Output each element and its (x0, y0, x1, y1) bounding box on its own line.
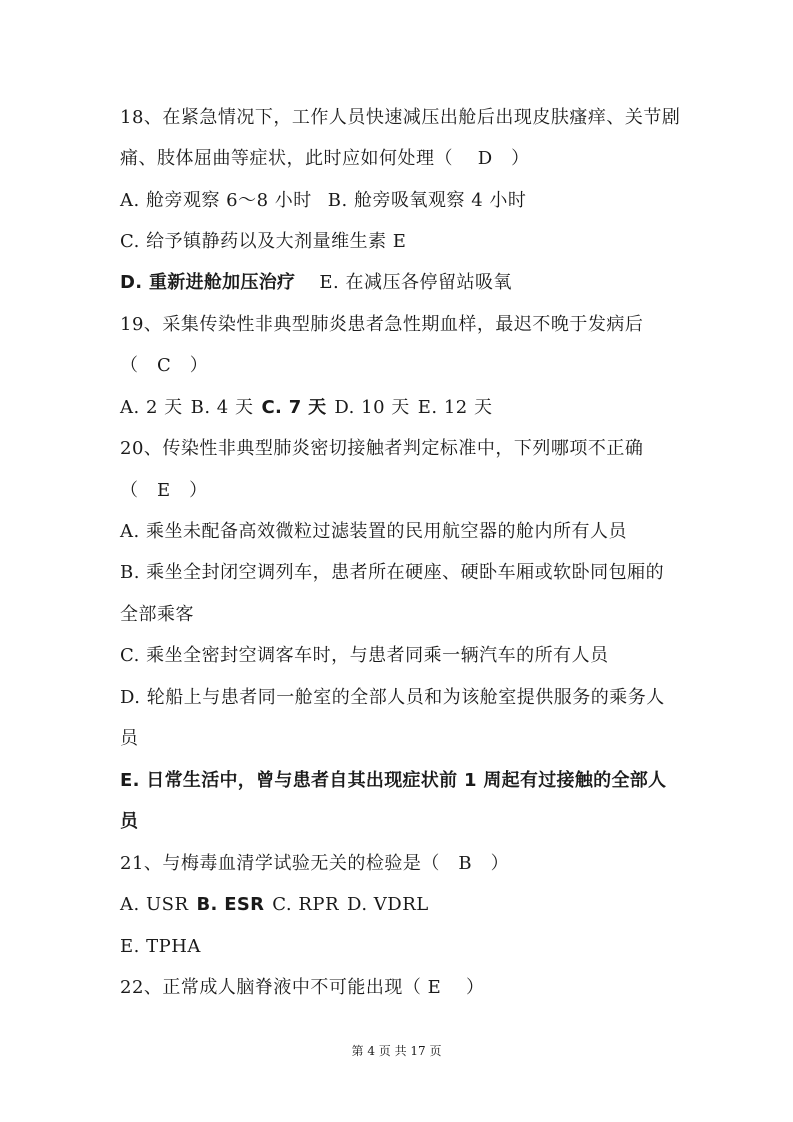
q18-stem-line1: 18、在紧急情况下，工作人员快速减压出舱后出现皮肤瘙痒、关节剧 (120, 107, 681, 128)
q22-stem: 22、正常成人脑脊液中不可能出现（ E ） (120, 977, 485, 998)
q21-option-c: C. RPR (272, 894, 340, 915)
q20-option-a: A. 乘坐未配备高效微粒过滤装置的民用航空器的舱内所有人员 (120, 521, 627, 542)
q21-option-e: E. TPHA (120, 936, 201, 957)
q18-option-d-answer: D. 重新进舱加压治疗 (120, 272, 296, 293)
q20-option-b-line1: B. 乘坐全封闭空调列车，患者所在硬座、硬卧车厢或软卧同包厢的 (120, 562, 665, 583)
q21-option-a: A. USR (120, 894, 189, 915)
q18-option-a: A. 舱旁观察 6～8 小时 (120, 190, 312, 211)
q19-options (120, 396, 680, 420)
q20-option-e-answer-line1: E. 日常生活中，曾与患者自其出现症状前 1 周起有过接触的全部人 (120, 770, 667, 791)
q20-option-b-line2: 全部乘客 (120, 604, 194, 625)
q19-stem-line2: （ C ） (120, 355, 209, 376)
q20-stem-line2: （ E ） (120, 480, 208, 501)
q19-option-b: B. 4 天 (190, 397, 254, 418)
q21-options (120, 893, 680, 917)
q18-options-de (120, 271, 680, 295)
q21-option-b-answer: B. ESR (196, 894, 265, 915)
q19-option-d: D. 10 天 (334, 397, 410, 418)
q19-option-a: A. 2 天 (120, 397, 183, 418)
q18-option-e: E. 在减压各停留站吸氧 (319, 272, 512, 293)
q18-option-b: B. 舱旁吸氧观察 4 小时 (327, 190, 527, 211)
q19-option-e: E. 12 天 (417, 397, 493, 418)
q20-option-e-answer-line2: 员 (120, 811, 139, 832)
q18-option-c: C. 给予镇静药以及大剂量维生素 E (120, 231, 407, 252)
q20-option-d-line2: 员 (120, 728, 139, 749)
q18-stem-line2: 痛、肢体屈曲等症状，此时应如何处理（ D ） (120, 148, 530, 169)
q19-option-c-answer: C. 7 天 (261, 397, 327, 418)
q20-stem-line1: 20、传染性非典型肺炎密切接触者判定标准中，下列哪项不正确 (120, 438, 644, 459)
q21-option-d: D. VDRL (347, 894, 429, 915)
q21-stem: 21、与梅毒血清学试验无关的检验是（ B ） (120, 853, 510, 874)
q19-stem-line1: 19、采集传染性非典型肺炎患者急性期血样，最迟不晚于发病后 (120, 314, 644, 335)
q20-option-d-line1: D. 轮船上与患者同一舱室的全部人员和为该舱室提供服务的乘务人 (120, 687, 665, 708)
page-number-footer: 第 4 页 共 17 页 (351, 1044, 442, 1058)
q18-options-ab (120, 189, 680, 213)
q20-option-c: C. 乘坐全密封空调客车时，与患者同乘一辆汽车的所有人员 (120, 645, 609, 666)
